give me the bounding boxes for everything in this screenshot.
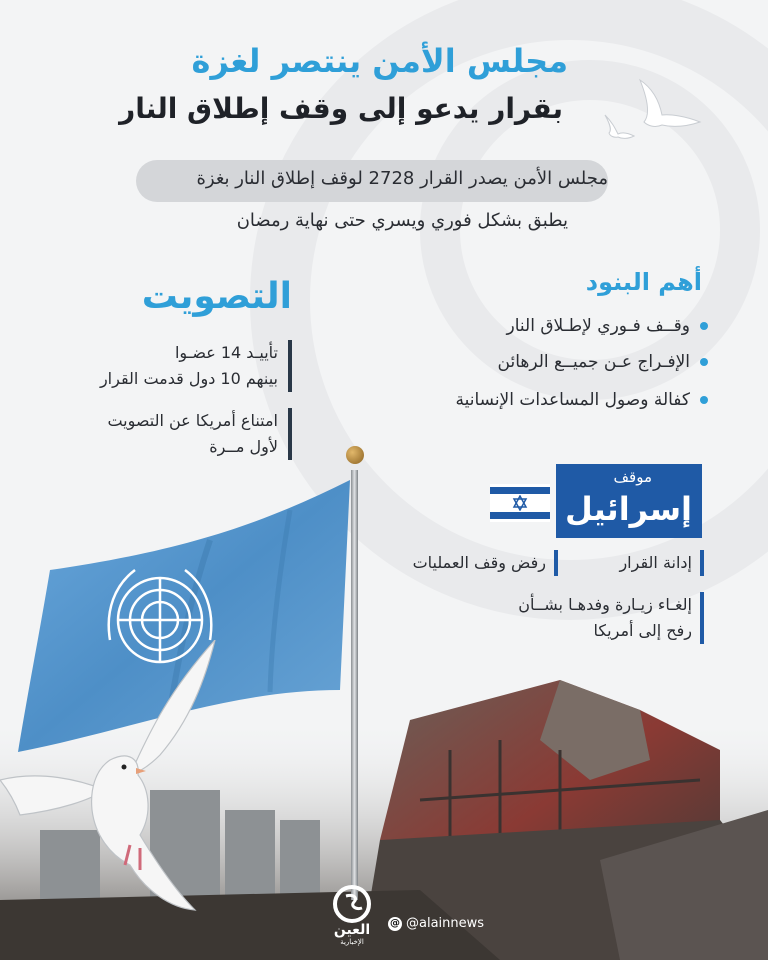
- voting-support-line1: تأييـد 14 عضـوا: [174, 343, 278, 362]
- voting-abstain-line2: لأول مــرة: [209, 437, 278, 456]
- voting-item-abstain: [107, 408, 292, 460]
- israel-label: إسرائيل: [565, 490, 692, 528]
- provision-item-label: كفالة وصول المساعدات الإنسانية: [455, 390, 690, 410]
- provision-item-label: وقــف فـوري لإطـلاق النار: [506, 316, 690, 336]
- bullet-dot-icon: [700, 396, 708, 404]
- israel-cancel-line2: رفح إلى أمريكا: [593, 621, 692, 640]
- page-subtitle: بقرار يدعو إلى وقف إطلاق النار: [119, 92, 563, 125]
- alain-logo-subtext: الإخبارية: [340, 938, 364, 946]
- voting-support-line2: بينهم 10 دول قدمت القرار: [99, 369, 278, 388]
- provision-item-label: الإفـراج عـن جميــع الرهائن: [497, 352, 690, 372]
- dove-icon: [0, 640, 240, 920]
- flag-pole-finial: [346, 446, 364, 464]
- provisions-title: أهم البنود: [585, 268, 702, 296]
- israel-flag-icon: [490, 484, 550, 522]
- provision-item-1: [507, 316, 708, 336]
- israel-cancel-line1: إلغـاء زيـارة وفدهـا بشــأن: [518, 595, 692, 614]
- resolution-summary-text: مجلس الأمن يصدر القرار 2728 لوقف إطلاق النار بغزة: [196, 168, 608, 189]
- flying-doves-icon: [600, 70, 720, 150]
- social-handle-text: @alainnews: [406, 916, 485, 931]
- bullet-dot-icon: [700, 322, 708, 330]
- voting-title: التصويت: [141, 276, 292, 317]
- page-title: مجلس الأمن ينتصر لغزة: [191, 42, 568, 80]
- voting-item-support: [100, 340, 292, 392]
- flag-pole: [351, 470, 358, 900]
- alain-logo: [324, 884, 380, 946]
- alain-logo-text: العين: [333, 922, 371, 938]
- bullet-dot-icon: [700, 358, 708, 366]
- alain-logo-icon: [324, 884, 380, 924]
- provision-item-3: [456, 390, 709, 410]
- provision-item-2: [498, 352, 708, 372]
- israel-item-cancel-visit: [518, 592, 704, 644]
- voting-abstain-line1: امتناع أمريكا عن التصويت: [107, 411, 278, 430]
- israel-position-box: [556, 464, 702, 538]
- israel-position-label: موقف: [613, 468, 652, 486]
- israel-item-condemn: إدانة القرار: [619, 550, 704, 576]
- israel-item-reject: رفض وقف العمليات: [413, 550, 558, 576]
- at-icon: @: [390, 917, 400, 929]
- social-handle[interactable]: [388, 916, 484, 931]
- resolution-duration-text: يطبق بشكل فوري ويسري حتى نهاية رمضان: [236, 210, 568, 231]
